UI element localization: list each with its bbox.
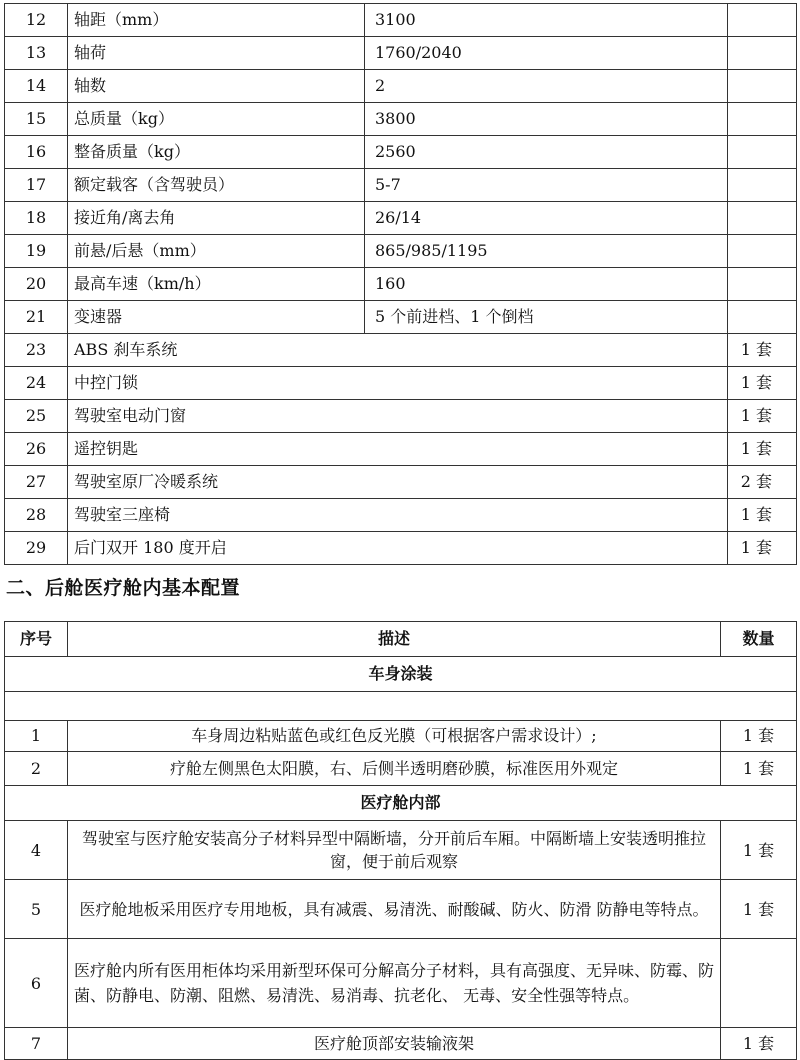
row-number: 15 bbox=[5, 103, 68, 136]
spec-name: 轴距（mm） bbox=[68, 4, 365, 37]
group-title-body-paint: 车身涂装 bbox=[5, 657, 797, 692]
row-desc: 疗舱左侧黑色太阳膜，右、后侧半透明磨砂膜，标准医用外观定 bbox=[68, 752, 721, 786]
table-row bbox=[5, 334, 797, 367]
row-number: 18 bbox=[5, 202, 68, 235]
spec-extra bbox=[728, 268, 797, 301]
row-number: 4 bbox=[5, 821, 68, 880]
row-number: 2 bbox=[5, 752, 68, 786]
table-row bbox=[5, 202, 797, 235]
row-number: 28 bbox=[5, 499, 68, 532]
table-row bbox=[5, 821, 797, 880]
row-number: 5 bbox=[5, 880, 68, 939]
row-number: 29 bbox=[5, 532, 68, 565]
row-number: 21 bbox=[5, 301, 68, 334]
feature-qty: 1 套 bbox=[728, 400, 797, 433]
header-qty: 数量 bbox=[721, 622, 797, 657]
row-number: 7 bbox=[5, 1028, 68, 1060]
spec-value: 2560 bbox=[365, 136, 728, 169]
table-row bbox=[5, 880, 797, 939]
row-qty: 1 套 bbox=[721, 721, 797, 752]
spec-name: 变速器 bbox=[68, 301, 365, 334]
spec-value: 2 bbox=[365, 70, 728, 103]
table-row bbox=[5, 268, 797, 301]
spec-name: 整备质量（kg） bbox=[68, 136, 365, 169]
feature-name: ABS 刹车系统 bbox=[68, 334, 728, 367]
table-header-row bbox=[5, 622, 797, 657]
table-row bbox=[5, 433, 797, 466]
spec-extra bbox=[728, 70, 797, 103]
table-row bbox=[5, 721, 797, 752]
row-number: 25 bbox=[5, 400, 68, 433]
row-number: 26 bbox=[5, 433, 68, 466]
feature-name: 遥控钥匙 bbox=[68, 433, 728, 466]
spec-value: 5-7 bbox=[365, 169, 728, 202]
row-desc: 医疗舱顶部安装输液架 bbox=[68, 1028, 721, 1060]
row-desc: 医疗舱地板采用医疗专用地板，具有减震、易清洗、耐酸碱、防火、防滑 防静电等特点。 bbox=[68, 880, 721, 939]
spec-name: 轴荷 bbox=[68, 37, 365, 70]
feature-qty: 1 套 bbox=[728, 499, 797, 532]
table-row bbox=[5, 4, 797, 37]
table-row bbox=[5, 400, 797, 433]
feature-name: 后门双开 180 度开启 bbox=[68, 532, 728, 565]
spec-extra bbox=[728, 169, 797, 202]
table-row bbox=[5, 752, 797, 786]
row-number: 16 bbox=[5, 136, 68, 169]
row-number: 27 bbox=[5, 466, 68, 499]
spec-value: 865/985/1195 bbox=[365, 235, 728, 268]
spec-extra bbox=[728, 235, 797, 268]
row-number: 13 bbox=[5, 37, 68, 70]
spec-extra bbox=[728, 37, 797, 70]
row-number: 20 bbox=[5, 268, 68, 301]
group-row bbox=[5, 657, 797, 692]
table-row bbox=[5, 499, 797, 532]
feature-name: 驾驶室电动门窗 bbox=[68, 400, 728, 433]
spec-extra bbox=[728, 4, 797, 37]
spec-extra bbox=[728, 136, 797, 169]
table-row bbox=[5, 103, 797, 136]
row-number: 1 bbox=[5, 721, 68, 752]
row-number: 19 bbox=[5, 235, 68, 268]
feature-qty: 1 套 bbox=[728, 334, 797, 367]
spec-name: 接近角/离去角 bbox=[68, 202, 365, 235]
spec-name: 轴数 bbox=[68, 70, 365, 103]
header-desc: 描述 bbox=[68, 622, 721, 657]
row-qty bbox=[721, 939, 797, 1028]
table-row bbox=[5, 169, 797, 202]
medical-cabin-config-table bbox=[4, 621, 797, 1060]
table-row bbox=[5, 235, 797, 268]
spacer-row bbox=[5, 692, 797, 721]
row-desc: 车身周边粘贴蓝色或红色反光膜（可根据客户需求设计）; bbox=[68, 721, 721, 752]
row-number: 12 bbox=[5, 4, 68, 37]
spec-name: 总质量（kg） bbox=[68, 103, 365, 136]
table-row bbox=[5, 1028, 797, 1060]
section-title: 二、后舱医疗舱内基本配置 bbox=[6, 577, 241, 599]
spec-value: 3100 bbox=[365, 4, 728, 37]
feature-qty: 1 套 bbox=[728, 433, 797, 466]
table-row bbox=[5, 70, 797, 103]
table-row bbox=[5, 37, 797, 70]
table-row bbox=[5, 939, 797, 1028]
spec-name: 额定载客（含驾驶员） bbox=[68, 169, 365, 202]
row-number: 14 bbox=[5, 70, 68, 103]
group-title-cabin-interior: 医疗舱内部 bbox=[5, 786, 797, 821]
row-desc: 医疗舱内所有医用柜体均采用新型环保可分解高分子材料，具有高强度、无异味、防霉、防菌、防静电、防潮、阻燃、易清洗、易消毒、抗老化、 无毒、安全性强等特点。 bbox=[68, 939, 721, 1028]
table-row bbox=[5, 367, 797, 400]
row-qty: 1 套 bbox=[721, 821, 797, 880]
row-number: 6 bbox=[5, 939, 68, 1028]
row-qty: 1 套 bbox=[721, 752, 797, 786]
table-row bbox=[5, 136, 797, 169]
spec-value: 5 个前进档、1 个倒档 bbox=[365, 301, 728, 334]
table-row bbox=[5, 466, 797, 499]
table-row bbox=[5, 532, 797, 565]
spec-value: 1760/2040 bbox=[365, 37, 728, 70]
row-qty: 1 套 bbox=[721, 1028, 797, 1060]
spec-extra bbox=[728, 202, 797, 235]
table-row bbox=[5, 301, 797, 334]
row-number: 23 bbox=[5, 334, 68, 367]
feature-qty: 1 套 bbox=[728, 367, 797, 400]
feature-name: 驾驶室原厂冷暖系统 bbox=[68, 466, 728, 499]
row-number: 24 bbox=[5, 367, 68, 400]
group-row bbox=[5, 786, 797, 821]
feature-name: 驾驶室三座椅 bbox=[68, 499, 728, 532]
spec-extra bbox=[728, 103, 797, 136]
header-no: 序号 bbox=[5, 622, 68, 657]
spec-value: 3800 bbox=[365, 103, 728, 136]
spec-name: 最高车速（km/h） bbox=[68, 268, 365, 301]
spec-extra bbox=[728, 301, 797, 334]
feature-qty: 2 套 bbox=[728, 466, 797, 499]
row-desc: 驾驶室与医疗舱安装高分子材料异型中隔断墙，分开前后车厢。中隔断墙上安装透明推拉窗，便于前后观察 bbox=[68, 821, 721, 880]
spec-name: 前悬/后悬（mm） bbox=[68, 235, 365, 268]
feature-qty: 1 套 bbox=[728, 532, 797, 565]
spec-value: 160 bbox=[365, 268, 728, 301]
vehicle-spec-table bbox=[4, 3, 797, 565]
blank-row bbox=[5, 692, 797, 721]
spec-value: 26/14 bbox=[365, 202, 728, 235]
row-qty: 1 套 bbox=[721, 880, 797, 939]
feature-name: 中控门锁 bbox=[68, 367, 728, 400]
row-number: 17 bbox=[5, 169, 68, 202]
